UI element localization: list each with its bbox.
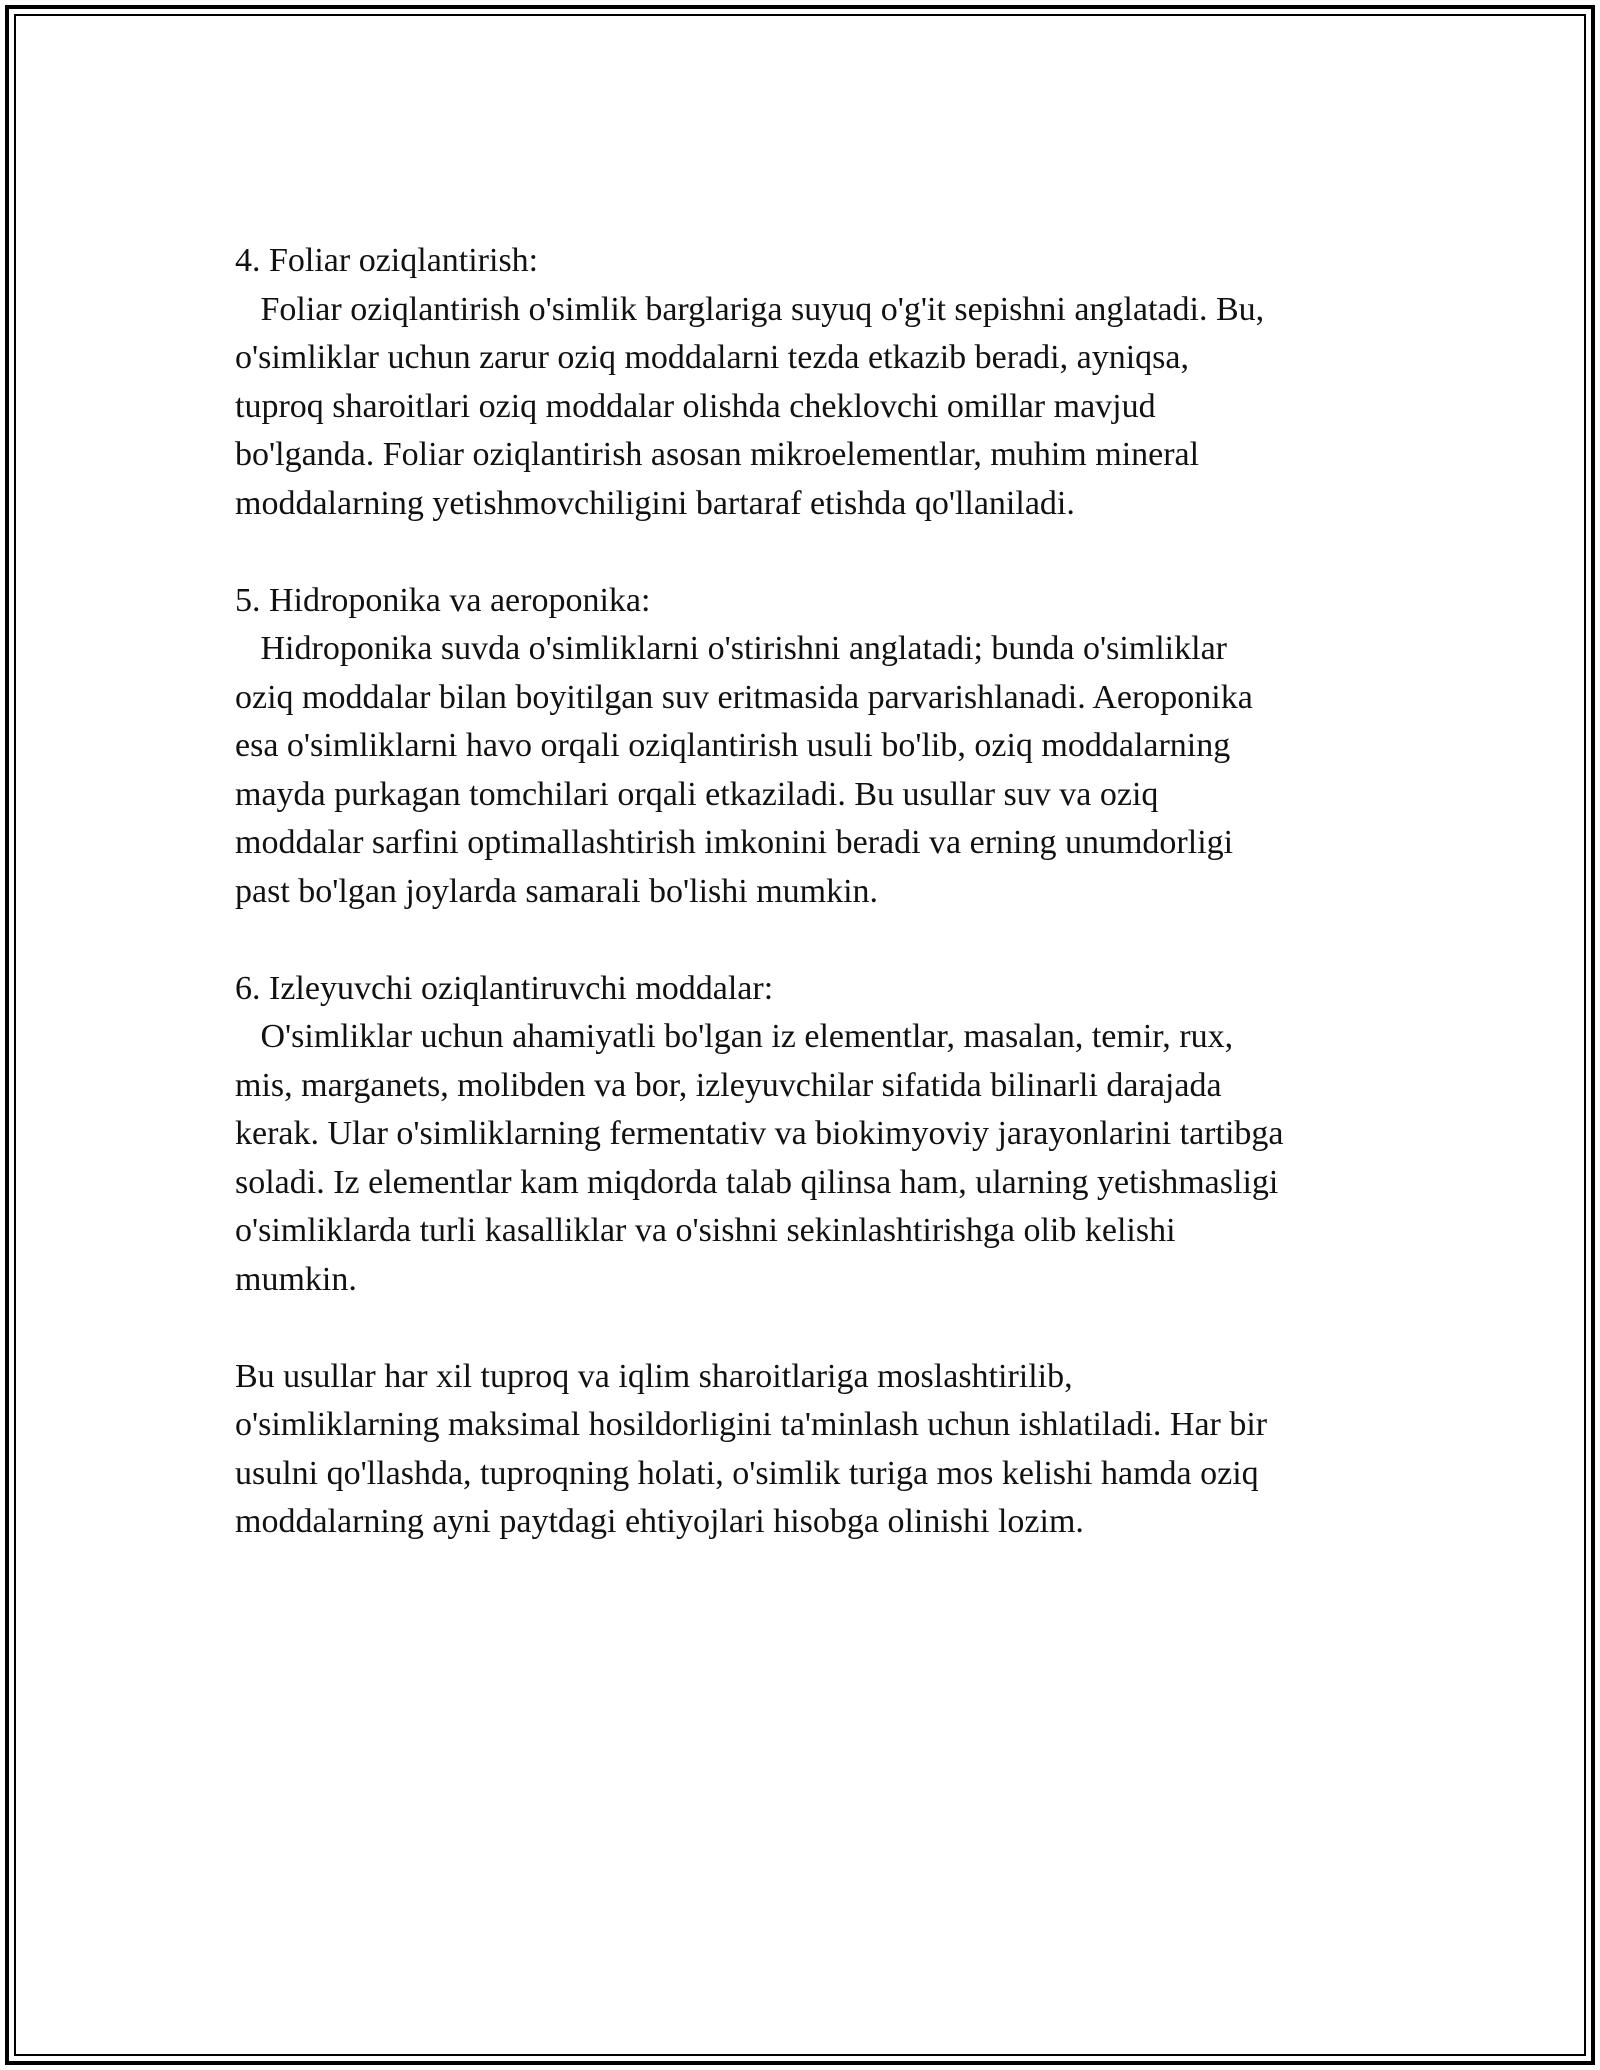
paragraph-line: bo'lganda. Foliar oziqlantirish asosan mikroelementlar, muhim mineral [235, 436, 1200, 473]
paragraph-line: mumkin. [235, 1260, 357, 1298]
paragraph-line: oziq moddalar bilan boyitilgan suv eritmasida parvarishlanadi. Aeroponika [235, 678, 1253, 716]
paragraph-line: o'simliklarda turli kasalliklar va o'sishni sekinlashtirishga olib kelishi [235, 1212, 1176, 1249]
paragraph-line: esa o'simliklarni havo orqali oziqlantirish usuli bo'lib, oziq moddalarning [235, 727, 1231, 764]
paragraph-line: soladi. Iz elementlar kam miqdorda talab qilinsa ham, ularning yetishmasligi [235, 1163, 1279, 1201]
section-heading: 6. Izleyuvchi oziqlantiruvchi moddalar: [235, 969, 774, 1007]
paragraph-line: o'simliklar uchun zarur oziq moddalarni tezda etkazib beradi, ayniqsa, [235, 339, 1189, 376]
paragraph-line: O'simliklar uchun ahamiyatli bo'lgan iz elementlar, masalan, temir, rux, [235, 1018, 1234, 1055]
paragraph-line: Bu usullar har xil tuproq va iqlim sharoitlariga moslashtirilib, [235, 1357, 1073, 1395]
paragraph-line: kerak. Ular o'simliklarning fermentativ va biokimyoviy jarayonlarini tartibga [235, 1115, 1284, 1152]
paragraph-line: mayda purkagan tomchilari orqali etkaziladi. Bu usullar suv va oziq [235, 775, 1159, 813]
paragraph-line: moddalar sarfini optimallashtirish imkonini beradi va erning unumdorligi [235, 824, 1234, 861]
paragraph-line: o'simliklarning maksimal hosildorligini ta'minlash uchun ishlatiladi. Har bir [235, 1406, 1268, 1443]
paragraph-line: Foliar oziqlantirish o'simlik barglariga suyuq o'g'it sepishni anglatadi. Bu, [235, 290, 1265, 328]
section-heading: 5. Hidroponika va aeroponika: [235, 581, 651, 619]
section-heading: 4. Foliar oziqlantirish: [235, 242, 539, 279]
paragraph-line: moddalarning ayni paytdagi ehtiyojlari hisobga olinishi lozim. [235, 1503, 1084, 1540]
paragraph-line: mis, marganets, molibden va bor, izleyuvchilar sifatida bilinarli darajada [235, 1066, 1222, 1104]
conclusion-paragraph [235, 1353, 1385, 1547]
section-foliar-feeding [235, 237, 1385, 528]
paragraph-line: Hidroponika suvda o'simliklarni o'stirishni anglatadi; bunda o'simliklar [235, 630, 1227, 667]
document-body [235, 237, 1385, 1595]
section-hydroponics [235, 577, 1385, 917]
paragraph-line: moddalarning yetishmovchiligini bartaraf etishda qo'llaniladi. [235, 484, 1075, 522]
section-trace-nutrients [235, 965, 1385, 1305]
paragraph-line: tuproq sharoitlari oziq moddalar olishda cheklovchi omillar mavjud [235, 387, 1156, 425]
paragraph-line: past bo'lgan joylarda samarali bo'lishi mumkin. [235, 872, 879, 910]
paragraph-line: usulni qo'llashda, tuproqning holati, o'simlik turiga mos kelishi hamda oziq [235, 1454, 1259, 1492]
